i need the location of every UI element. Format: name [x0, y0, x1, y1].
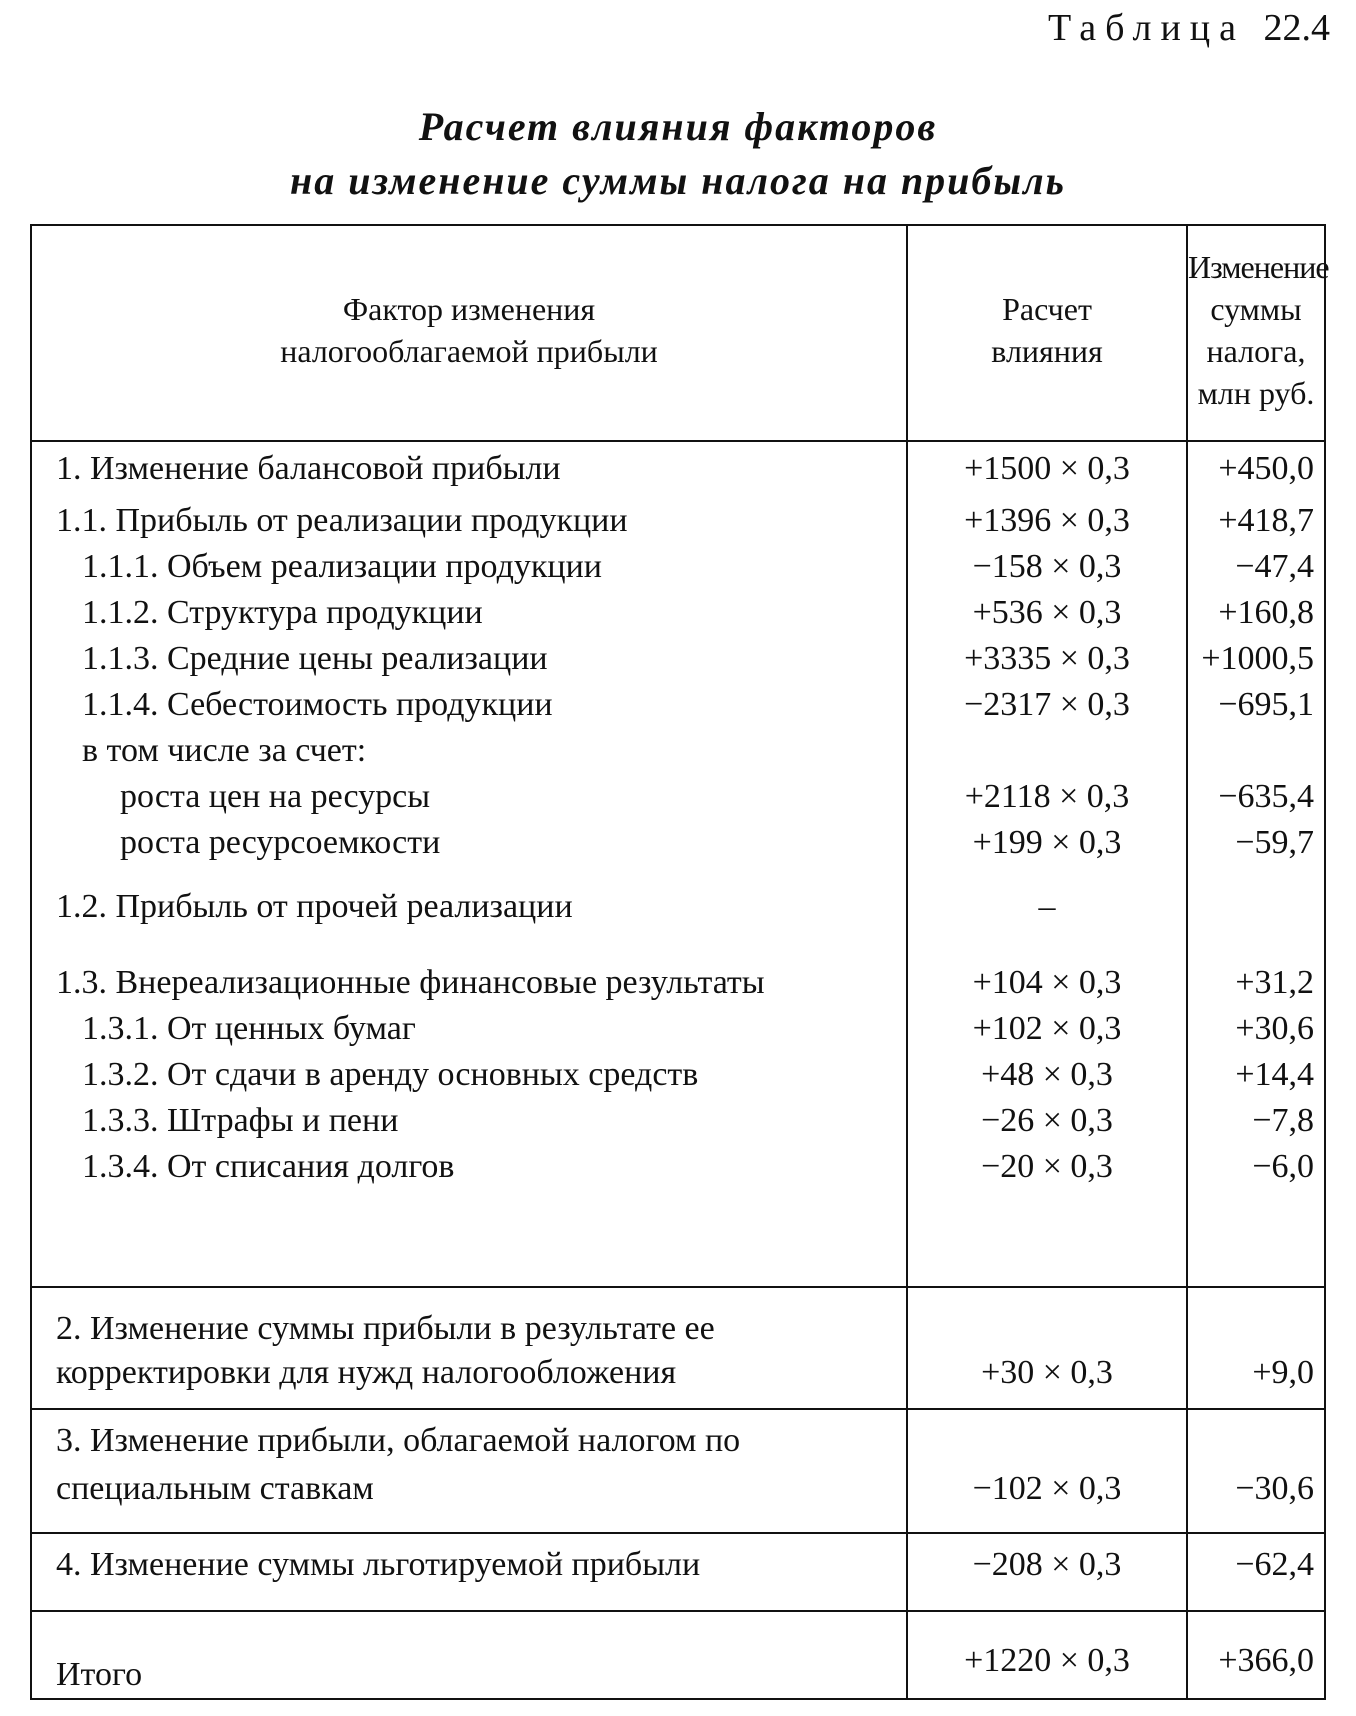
row-factor: 1.3.4. От списания долгов: [82, 1148, 455, 1185]
row-change: −6,0: [1252, 1148, 1314, 1185]
row-factor: 1. Изменение балансовой прибыли: [56, 450, 561, 487]
row-calc: +30 × 0,3: [981, 1354, 1113, 1391]
table-number-word: Таблица: [1047, 7, 1245, 49]
row-factor: 1.1.3. Средние цены реализации: [82, 640, 548, 677]
section-divider-3: [32, 1408, 1324, 1410]
row-change: +366,0: [1218, 1642, 1314, 1679]
row-change: −59,7: [1235, 824, 1314, 861]
header-change-line1: Изменение: [1188, 249, 1329, 285]
row-calc: +1500 × 0,3: [964, 450, 1130, 487]
row-calc: +104 × 0,3: [972, 964, 1122, 1001]
header-change-line4: млн руб.: [1197, 375, 1315, 411]
row-factor-line2: специальным ставкам: [56, 1470, 374, 1507]
row-change: −7,8: [1252, 1102, 1314, 1139]
row-calc: −2317 × 0,3: [964, 686, 1130, 723]
row-change: +418,7: [1218, 502, 1314, 539]
table-title-line1: Расчет влияния факторов: [418, 104, 938, 149]
row-factor: 1.1. Прибыль от реализации продукции: [56, 502, 628, 539]
header-change: [1188, 246, 1329, 414]
row-change: +1000,5: [1201, 640, 1314, 677]
row-change: +14,4: [1235, 1056, 1314, 1093]
row-factor-line1: 3. Изменение прибыли, облагаемой налогом по: [56, 1422, 741, 1459]
header-calc-line2: влияния: [991, 333, 1103, 369]
table-number-value: 22.4: [1263, 7, 1330, 49]
row-change: +31,2: [1235, 964, 1314, 1001]
row-calc: −208 × 0,3: [972, 1546, 1122, 1583]
row-calc: +2118 × 0,3: [964, 778, 1130, 815]
header-factor: [32, 288, 906, 372]
header-calc-line1: Расчет: [1002, 291, 1092, 327]
row-factor: роста ресурсоемкости: [120, 824, 441, 861]
header-calc: [908, 288, 1186, 372]
row-factor: 1.2. Прибыль от прочей реализации: [56, 888, 573, 925]
row-change: −30,6: [1235, 1470, 1314, 1507]
row-factor: 1.3.2. От сдачи в аренду основных средств: [82, 1056, 699, 1093]
row-calc: +536 × 0,3: [972, 594, 1122, 631]
section-divider-4: [32, 1532, 1324, 1534]
row-calc: −20 × 0,3: [981, 1148, 1113, 1185]
row-factor: в том числе за счет:: [82, 732, 367, 769]
header-change-line3: налога,: [1206, 333, 1306, 369]
section-divider-2: [32, 1286, 1324, 1288]
data-table: [30, 224, 1329, 1700]
row-change: +30,6: [1235, 1010, 1314, 1047]
row-factor: 1.1.1. Объем реализации продукции: [82, 548, 602, 585]
column-divider-change: [1186, 226, 1188, 1698]
section-divider-total: [32, 1610, 1324, 1612]
row-factor: 1.3. Внереализационные финансовые результаты: [56, 964, 765, 1001]
header-factor-line1: Фактор изменения: [342, 291, 596, 327]
row-calc: −102 × 0,3: [972, 1470, 1122, 1507]
row-change: −635,4: [1218, 778, 1314, 815]
row-factor: 1.3.3. Штрафы и пени: [82, 1102, 399, 1139]
row-change: −62,4: [1235, 1546, 1314, 1583]
row-calc: –: [1038, 888, 1056, 925]
row-calc: +1220 × 0,3: [964, 1642, 1130, 1679]
row-calc: +102 × 0,3: [972, 1010, 1122, 1047]
row-change: +160,8: [1218, 594, 1314, 631]
row-calc: +199 × 0,3: [972, 824, 1122, 861]
table-title: [0, 100, 1356, 208]
row-change: −47,4: [1235, 548, 1314, 585]
row-calc: +48 × 0,3: [981, 1056, 1113, 1093]
table-title-line2: на изменение суммы налога на прибыль: [290, 158, 1066, 203]
header-change-line2: суммы: [1210, 291, 1302, 327]
row-change: +450,0: [1218, 450, 1314, 487]
row-factor-line2: корректировки для нужд налогообложения: [56, 1354, 677, 1391]
header-divider: [32, 440, 1324, 442]
row-calc: +1396 × 0,3: [964, 502, 1130, 539]
row-factor: Итого: [56, 1656, 143, 1693]
header-factor-line2: налогооблагаемой прибыли: [280, 333, 658, 369]
row-factor: 1.1.2. Структура продукции: [82, 594, 483, 631]
row-factor: 1.1.4. Себестоимость продукции: [82, 686, 553, 723]
row-calc: −158 × 0,3: [972, 548, 1122, 585]
row-change: −695,1: [1218, 686, 1314, 723]
row-change: +9,0: [1252, 1354, 1314, 1391]
row-calc: +3335 × 0,3: [964, 640, 1130, 677]
row-factor: 4. Изменение суммы льготируемой прибыли: [56, 1546, 701, 1583]
row-factor-line1: 2. Изменение суммы прибыли в результате ее: [56, 1310, 715, 1347]
table-number: [1048, 6, 1330, 50]
row-calc: −26 × 0,3: [981, 1102, 1113, 1139]
row-factor: 1.3.1. От ценных бумаг: [82, 1010, 416, 1047]
row-factor: роста цен на ресурсы: [120, 778, 431, 815]
